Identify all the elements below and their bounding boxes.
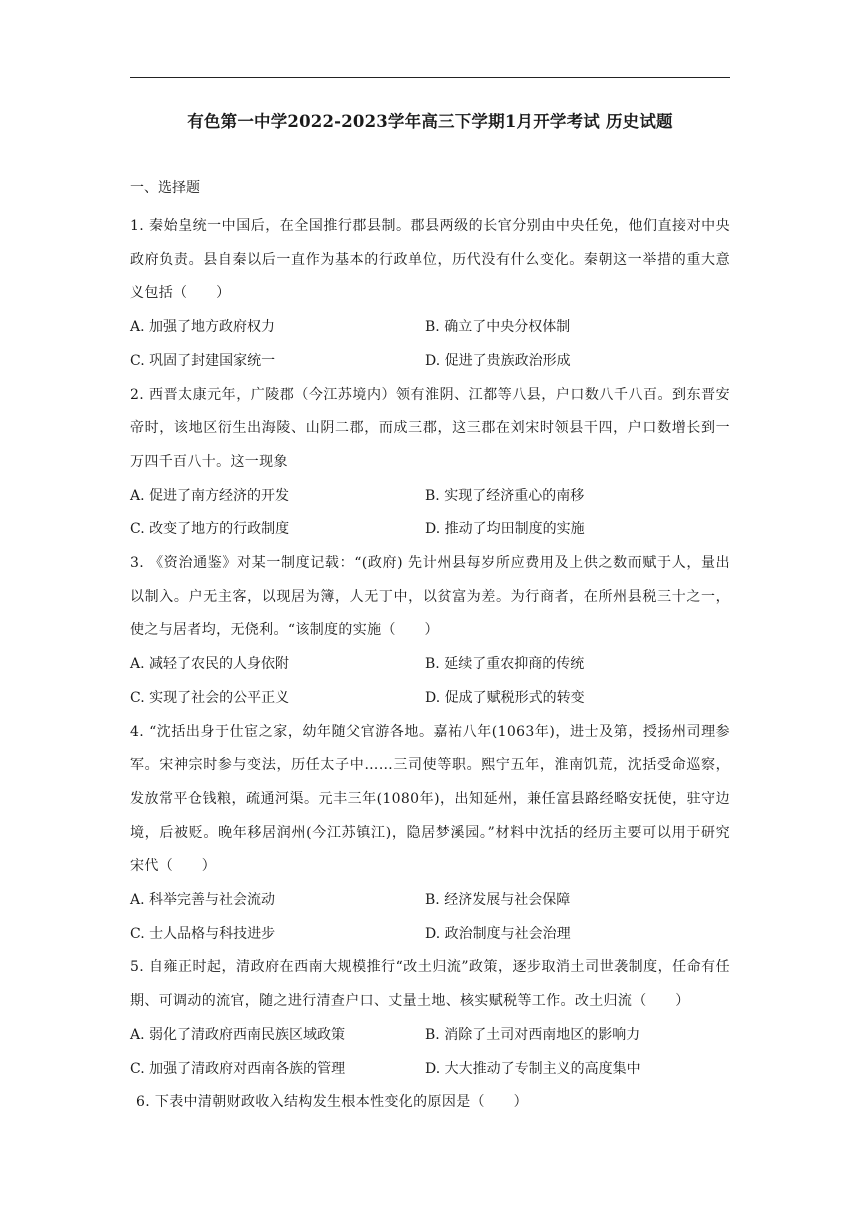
option-b: B. 消除了土司对西南地区的影响力 bbox=[425, 1026, 641, 1043]
question-6 bbox=[130, 1086, 730, 1120]
option-c: C. 士人品格与科技进步 bbox=[130, 925, 276, 942]
section-heading: 一、选择题 bbox=[130, 180, 200, 196]
option-a: A. 弱化了清政府西南民族区域政策 bbox=[130, 1026, 346, 1043]
option-d: D. 政治制度与社会治理 bbox=[425, 925, 571, 942]
option-b: B. 经济发展与社会保障 bbox=[425, 892, 571, 909]
question-stem: 3. 《资治通鉴》对某一制度记载：“(政府) 先计州县每岁所应费用及上供之数而赋于人，量出以制入。户无主客，以现居为簿，人无丁中，以贫富为差。为行商者，在所州县税三十之一，使之与居者均，无侥利。“该制度的实施（ ） bbox=[130, 555, 730, 639]
option-list bbox=[130, 311, 730, 378]
option-d: D. 推动了均田制度的实施 bbox=[425, 521, 585, 538]
question-stem: 6. 下表中清朝财政收入结构发生根本性变化的原因是（ ） bbox=[136, 1094, 528, 1111]
question-2 bbox=[130, 379, 730, 548]
option-a: A. 加强了地方政府权力 bbox=[130, 319, 276, 336]
question-3 bbox=[130, 547, 730, 716]
option-d: D. 大大推动了专制主义的高度集中 bbox=[425, 1060, 641, 1077]
option-a: A. 科举完善与社会流动 bbox=[130, 892, 276, 909]
option-a: A. 促进了南方经济的开发 bbox=[130, 487, 290, 504]
question-1 bbox=[130, 210, 730, 379]
header-rule bbox=[130, 77, 730, 78]
option-list bbox=[130, 884, 730, 951]
option-list bbox=[130, 648, 730, 715]
question-stem: 1. 秦始皇统一中国后，在全国推行郡县制。郡县两级的长官分别由中央任免，他们直接对中央政府负责。县自秦以后一直作为基本的行政单位，历代没有什么变化。秦朝这一举措的重大意义包括（ ） bbox=[130, 218, 730, 302]
option-d: D. 促进了贵族政治形成 bbox=[425, 352, 571, 369]
exam-title: 有色第一中学2022-2023学年高三下学期1月开学考试 历史试题 bbox=[187, 112, 673, 131]
option-c: C. 巩固了封建国家统一 bbox=[130, 352, 276, 369]
question-stem: 5. 自雍正时起，清政府在西南大规模推行“改土归流”政策，逐步取消土司世袭制度，任命有任期、可调动的流官，随之进行清查户口、丈量土地、核实赋税等工作。改土归流（ ） bbox=[130, 959, 730, 1010]
question-stem: 4. “沈括出身于仕宦之家，幼年随父官游各地。嘉祐八年(1063年)，进士及第，授扬州司理参军。宋神宗时参与变法，历任太子中……三司使等职。熙宁五年，淮南饥荒，沈括受命巡察，发放常平仓钱粮，疏通河渠。元丰三年(1080年)，出知延州，兼任富县路经略安抚使，驻守边境，后被贬。晚年移居润州(今江苏镇江)，隐居梦溪园。”材料中沈括的经历主要可以用于研究宋代（ ） bbox=[130, 723, 730, 875]
option-c: C. 加强了清政府对西南各族的管理 bbox=[130, 1060, 346, 1077]
option-c: C. 实现了社会的公平正义 bbox=[130, 689, 290, 706]
question-5 bbox=[130, 951, 730, 1086]
option-a: A. 减轻了农民的人身依附 bbox=[130, 656, 290, 673]
option-c: C. 改变了地方的行政制度 bbox=[130, 521, 290, 538]
question-list bbox=[130, 210, 730, 1120]
option-list bbox=[130, 1019, 730, 1086]
option-list bbox=[130, 480, 730, 547]
question-stem: 2. 西晋太康元年，广陵郡（今江苏境内）领有淮阴、江都等八县，户口数八千八百。到东晋安帝时，该地区衍生出海陵、山阴二郡，而成三郡，这三郡在刘宋时领县干四，户口数增长到一万四千百八十。这一现象 bbox=[130, 386, 730, 470]
option-d: D. 促成了赋税形式的转变 bbox=[425, 689, 585, 706]
option-b: B. 延续了重农抑商的传统 bbox=[425, 656, 585, 673]
question-4 bbox=[130, 716, 730, 952]
option-b: B. 实现了经济重心的南移 bbox=[425, 487, 585, 504]
option-b: B. 确立了中央分权体制 bbox=[425, 319, 571, 336]
